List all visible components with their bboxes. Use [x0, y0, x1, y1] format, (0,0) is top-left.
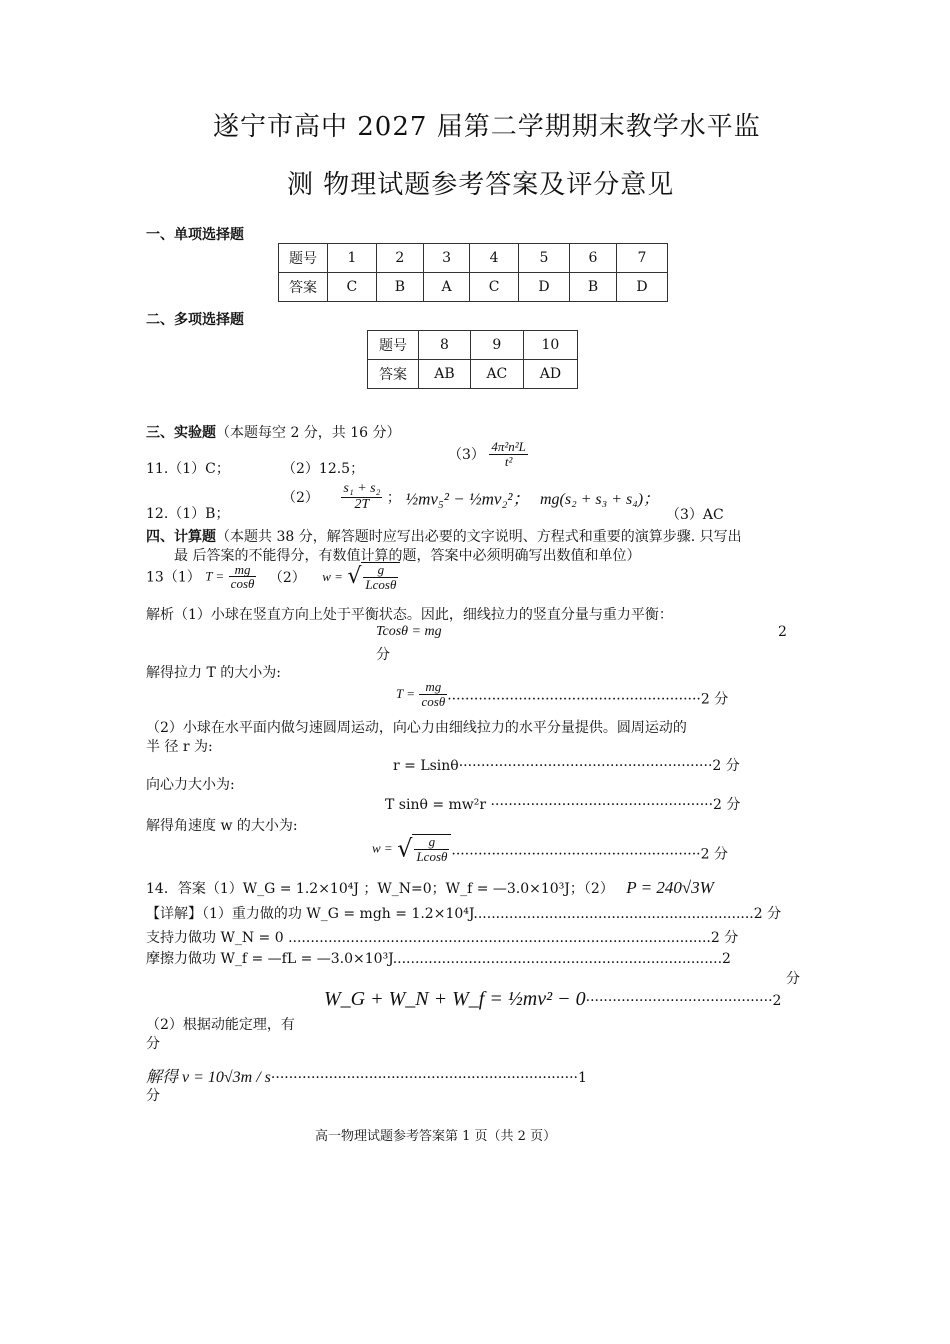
page-title-line1: 遂宁市高中 2027 届第二学期期末教学水平监 [213, 112, 761, 142]
question-cell: 8 [419, 331, 471, 360]
answer-cell: AC [470, 360, 523, 389]
table-row [368, 331, 578, 360]
q13-ans2-lhs: w = [322, 568, 343, 584]
q13-w-radicand [412, 834, 451, 863]
q14-solve-v-dots: ·····································································1 [270, 1070, 587, 1086]
q14-theorem-prefix: （2）根据动能定理，有 [146, 1017, 295, 1033]
q13-T-formula [419, 680, 447, 708]
section1-heading: 一、单项选择题 [146, 227, 244, 243]
q13-label: 13（1） [146, 569, 201, 586]
section2-heading: 二、多项选择题 [146, 312, 244, 328]
q12-part3: （3）AC [666, 507, 724, 523]
q12-part1: 12.（1）B； [146, 506, 230, 522]
row-label: 答案 [279, 273, 328, 302]
sqrt-icon: √ [347, 564, 362, 590]
q12-formula-den: 2T [354, 496, 370, 512]
section4-heading-line [146, 526, 742, 546]
q13-centripetal: 向心力大小为: [146, 777, 235, 793]
q11-part1: 11.（1）C； [146, 461, 230, 477]
answer-cell: D [617, 273, 668, 302]
table-row [368, 360, 578, 389]
q13-w-num: g [414, 835, 449, 850]
question-cell: 2 [376, 244, 423, 273]
q14-solve-v-unit: 分 [146, 1088, 160, 1104]
q13-T-dots: ·························································2 分 [447, 691, 729, 708]
q13-ans2-formula [363, 563, 398, 591]
q11-formula-den: t² [504, 453, 513, 469]
q12-part2-label: （2） [282, 490, 319, 507]
q13-ans1-num: mg [229, 563, 257, 578]
section4-note-line1: （本题共 38 分，解答题时应写出必要的文字说明、方程式和重要的演算步骤. 只写出 [216, 529, 742, 545]
answer-cell: AB [419, 360, 471, 389]
row-label: 答案 [368, 360, 419, 389]
q14-power: P = 240√3W [626, 878, 714, 897]
row-label: 题号 [279, 244, 328, 273]
q13-ans1-lhs: T = [205, 568, 225, 584]
q12-energy: ½mv₅² − ½mv₂²； [405, 489, 530, 509]
q14-friction: 摩擦力做功 W_f = —fL = —3.0×10³J..........................................................................2 [146, 951, 731, 967]
q14-theorem-dots: ··········································2 [585, 993, 782, 1009]
question-cell: 4 [470, 244, 519, 273]
q13-eq1-unit: 分 [376, 647, 390, 663]
q13-eq-f: T sinθ = mw²r ··················································2 分 [385, 797, 741, 813]
answer-cell: C [470, 273, 519, 302]
section3-heading-line [146, 422, 401, 442]
q14-detail: 【详解】（1）重力做的功 W_G = mgh = 1.2×10⁴J...............................................................2 分 [146, 906, 782, 922]
answer-cell: D [519, 273, 570, 302]
q13-T-line [396, 680, 728, 708]
q13-eq-r: r = Lsinθ·························································2 分 [393, 758, 740, 774]
q12-part2 [282, 482, 659, 512]
q11-formula [489, 440, 528, 468]
q12-formula-num: s₁ + s₂ [343, 481, 381, 496]
section3-heading: 三、实验题 [146, 425, 216, 441]
question-cell: 9 [470, 331, 523, 360]
q13-label2: （2） [268, 569, 306, 586]
table-row [279, 273, 668, 302]
q13-T-lhs: T = [396, 686, 416, 702]
q13-w-den: Lcosθ [416, 848, 448, 864]
q13-ans2-num: g [363, 563, 398, 578]
row-label: 题号 [368, 331, 419, 360]
q13-solve-w: 解得角速度 w 的大小为: [146, 818, 298, 834]
q13-eq1: Tcosθ = mg [376, 624, 442, 639]
q13-w-formula [414, 835, 449, 863]
answer-cell: B [569, 273, 616, 302]
answer-cell: A [423, 273, 469, 302]
q12-formula-speed [341, 482, 382, 512]
section4-note-line2: 最 后答案的不能得分，有数值计算的题，答案中必须明确写出数值和单位） [174, 548, 641, 564]
question-cell: 10 [523, 331, 577, 360]
table-row [279, 244, 668, 273]
q13-w-lhs: w = [372, 840, 393, 856]
section4-heading: 四、计算题 [146, 529, 216, 545]
q13-T-den: cosθ [421, 693, 446, 709]
q13-analysis1: 解析（1）小球在竖直方向上处于平衡状态。因此，细线拉力的竖直分量与重力平衡： [146, 607, 673, 623]
q13-ans2-den: Lcosθ [365, 576, 397, 592]
question-cell: 3 [423, 244, 469, 273]
q14-friction-unit: 分 [786, 971, 800, 987]
q11-part3 [448, 440, 528, 468]
q14-solve-v-line [146, 1064, 587, 1087]
page-title-line2: 测 物理试题参考答案及评分意见 [287, 170, 675, 200]
q14-theorem-unit: 分 [146, 1036, 160, 1052]
q13-analysis2-line1: （2）小球在水平面内做匀速圆周运动，向心力由细线拉力的水平分量提供。圆周运动的 [146, 720, 687, 736]
q13-answer-line [146, 562, 400, 591]
page-footer: 高一物理试题参考答案第 1 页（共 2 页） [315, 1129, 557, 1144]
section3-note: （本题每空 2 分，共 16 分） [216, 425, 401, 441]
q13-w-line [372, 834, 728, 863]
q13-ans2-radicand [361, 562, 400, 591]
q14-theorem-line [324, 988, 781, 1011]
answer-cell: AD [523, 360, 577, 389]
single-choice-table [278, 243, 668, 302]
q14-answer-text: 14．答案（1）W_G = 1.2×10⁴J ；W_N=0；W_f = —3.0×10³J；（2） [146, 881, 614, 897]
q13-T-num: mg [419, 680, 447, 695]
answer-cell: B [376, 273, 423, 302]
answer-cell: C [328, 273, 377, 302]
q14-support: 支持力做功 W_N = 0 ...............................................................................................2 分 [146, 930, 739, 946]
q14-theorem-eq: W_G + W_N + W_f = ½mv² − 0 [324, 988, 586, 1010]
q13-ans1-den: cosθ [230, 576, 255, 592]
q13-w-dots: ························································2 分 [451, 846, 728, 863]
question-cell: 7 [617, 244, 668, 273]
q12-sep: ； [386, 490, 401, 507]
q13-ans1-formula [229, 563, 257, 591]
q12-work: mg(s₂ + s₃ + s₄)； [539, 490, 660, 508]
sqrt-icon: √ [397, 834, 413, 863]
question-cell: 5 [519, 244, 570, 273]
q14-answer [146, 878, 714, 898]
multi-choice-table [367, 330, 578, 389]
q14-solve-v: 解得 v = 10√3m / s [146, 1069, 271, 1086]
q13-eq1-score: 2 [778, 624, 787, 640]
q11-part3-label: （3） [448, 447, 485, 464]
question-cell: 6 [569, 244, 616, 273]
q11-formula-num: 4π²n²L [491, 439, 526, 454]
q13-solve-T: 解得拉力 T 的大小为: [146, 665, 281, 681]
question-cell: 1 [328, 244, 377, 273]
q11-part2: （2）12.5； [282, 461, 365, 477]
q13-analysis2-line2: 半 径 r 为: [146, 739, 213, 755]
